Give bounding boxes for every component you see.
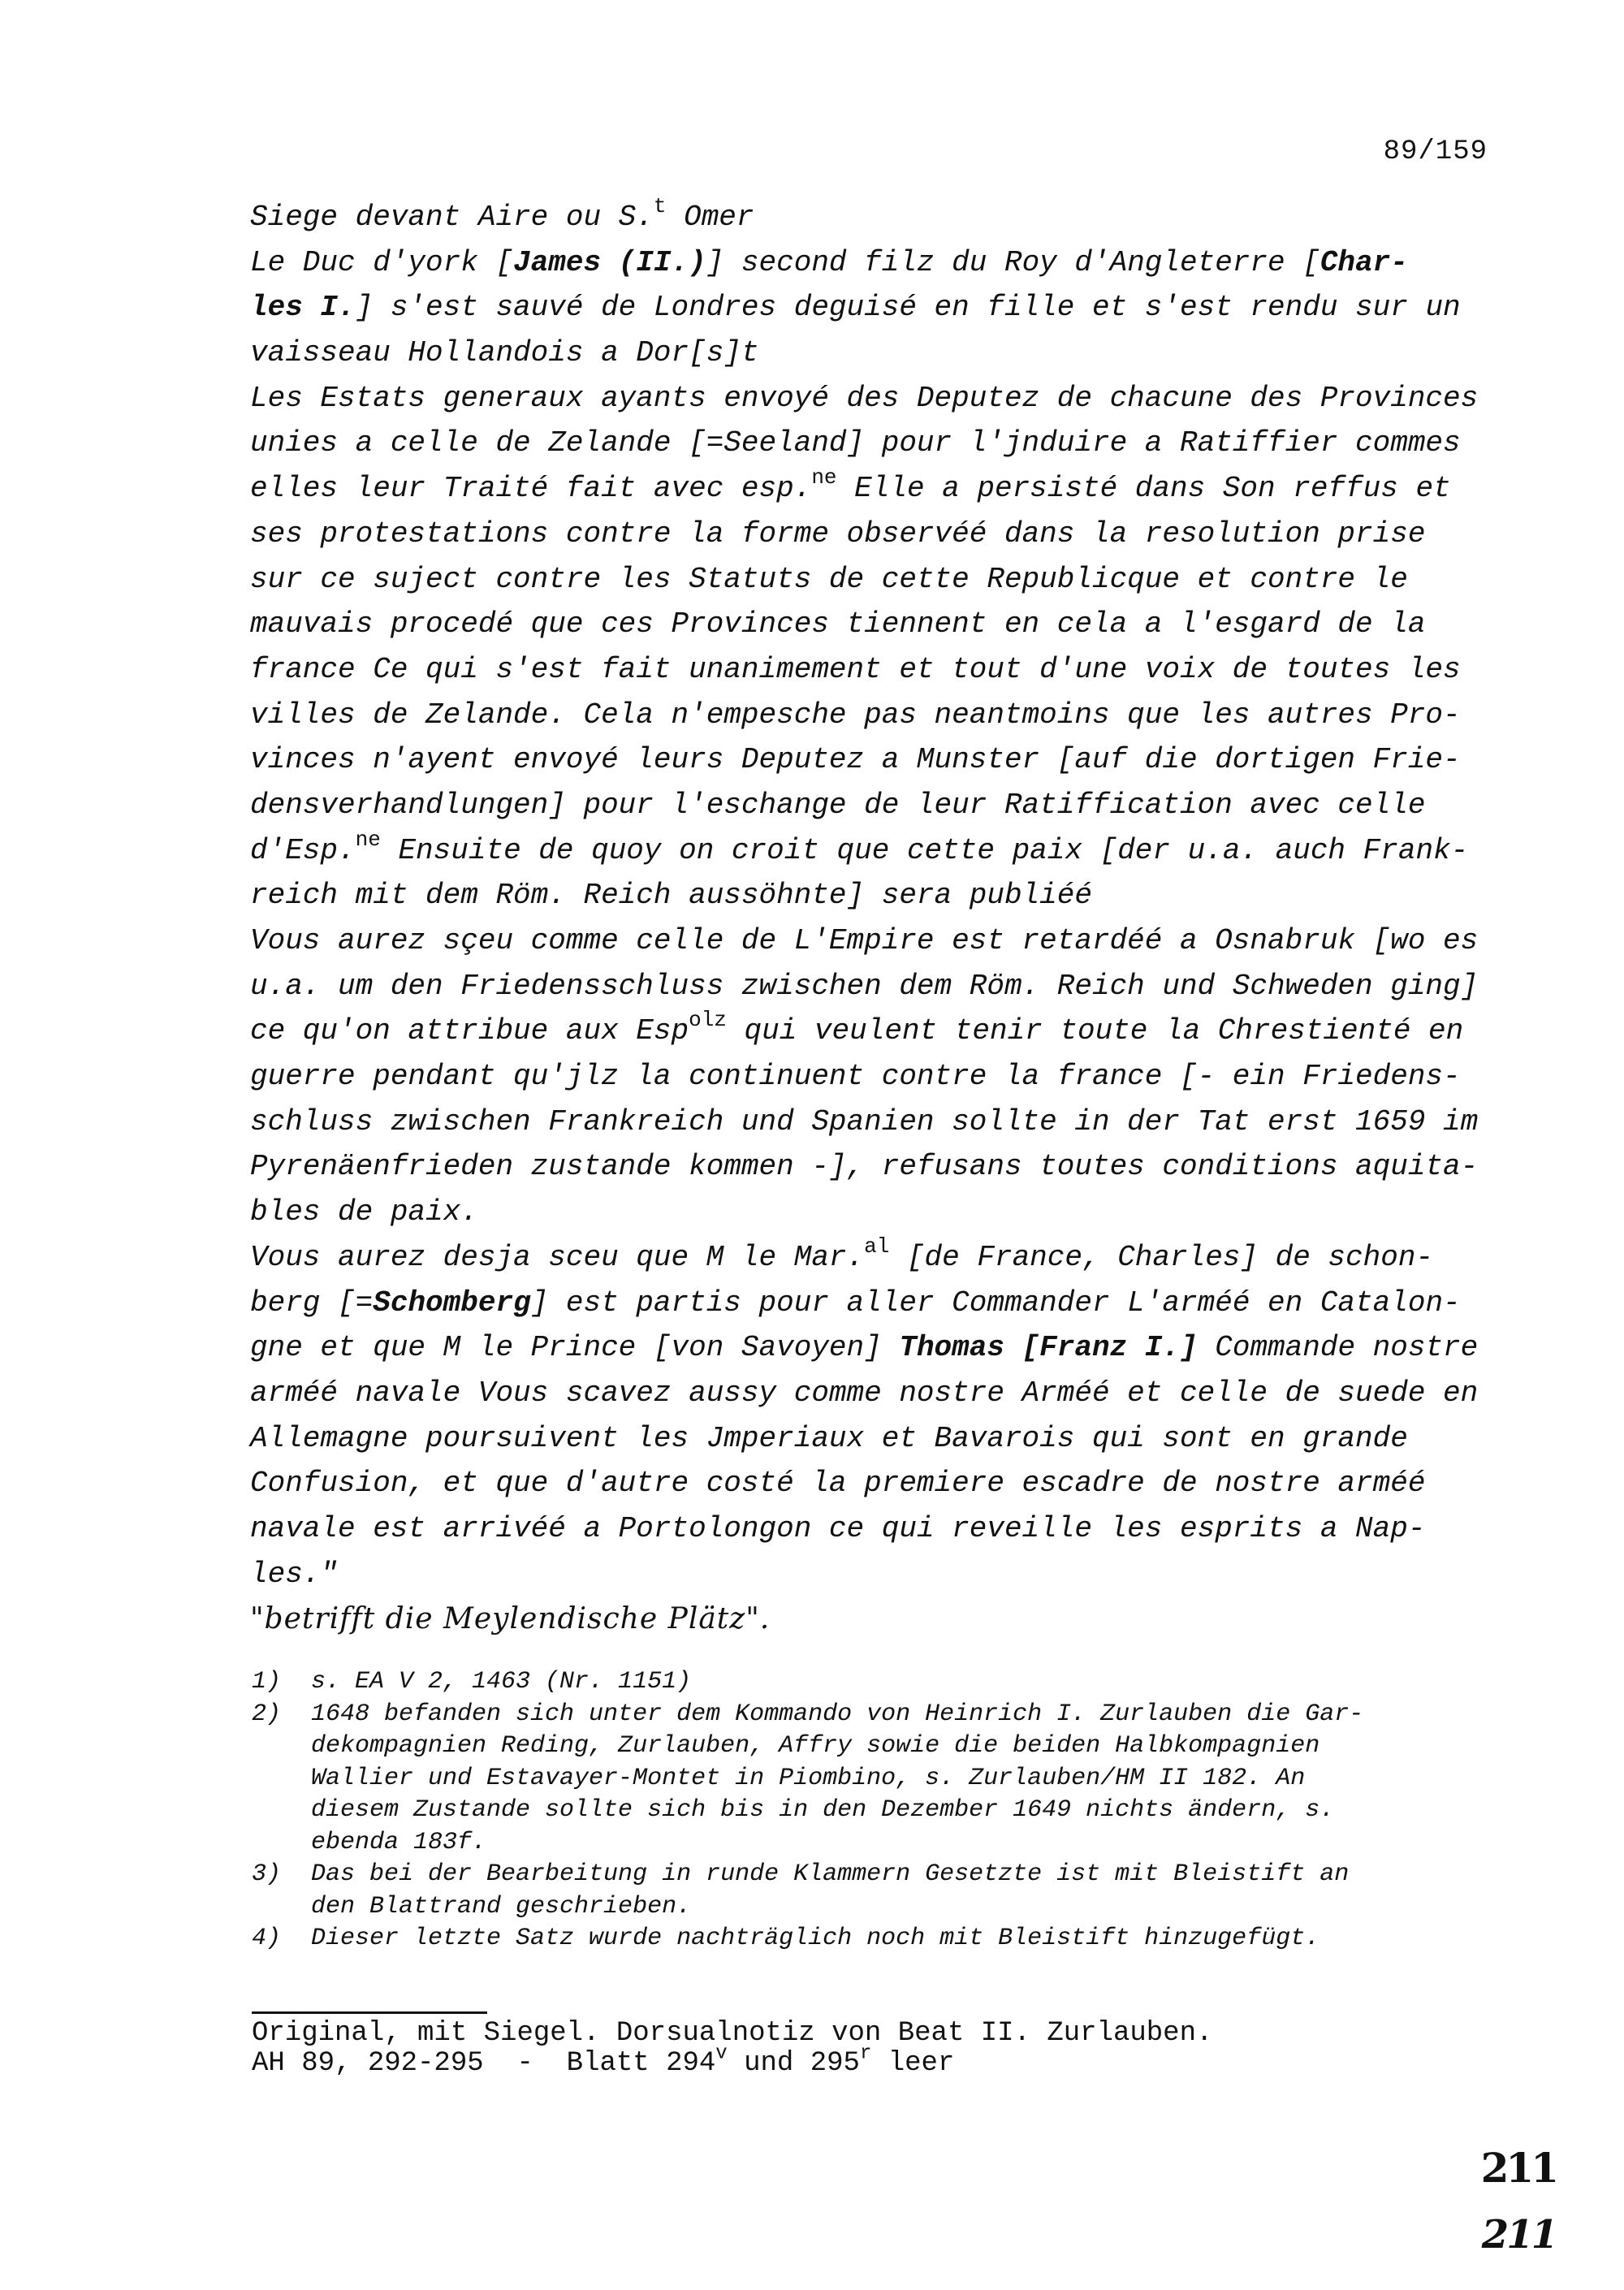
body-line: ses protestations contre la forme observéé dans la resolution prise bbox=[250, 516, 1426, 551]
body-line: berg [=Schomberg] est partis pour aller Commander L'arméé en Catalon- bbox=[250, 1285, 1461, 1320]
footnote-text: s. EA V 2, 1463 (Nr. 1151) bbox=[311, 1668, 692, 1696]
handwritten-note-line: "betrifft die Meylendische Plätz". bbox=[250, 1602, 771, 1636]
body-line: vinces n'ayent envoyé leurs Deputez a Munster [auf die dortigen Frie- bbox=[250, 743, 1461, 777]
footnote-number: 2) bbox=[252, 1700, 282, 1728]
body-line: Allemagne poursuivent les Jmperiaux et Bavarois qui sont en grande bbox=[250, 1421, 1408, 1455]
footnote-text: 1648 befanden sich unter dem Kommando von Heinrich I. Zurlauben die Gar- dekompagnien Reding, Zurlauben, Affry sowie die beiden Halbkompagnien Wallier und Estavayer-Montet in Piombino, s. Zurlauben/HM II 182. An diesem Zustande sollte sich bis in den Dezember 1649 nichts ändern, s. ebenda 183f. bbox=[311, 1700, 1364, 1856]
footnote-separator bbox=[252, 2011, 487, 2014]
body-line: villes de Zelande. Cela n'empesche pas neantmoins que les autres Pro- bbox=[250, 698, 1461, 732]
footnote-text: Das bei der Bearbeitung in runde Klammern Gesetzte ist mit Bleistift an den Blattrand geschrieben. bbox=[311, 1860, 1350, 1921]
body-line: densverhandlungen] pour l'eschange de leur Ratiffication avec celle bbox=[250, 788, 1426, 822]
body-line: unies a celle de Zelande [=Seeland] pour l'jnduire a Ratiffier commes bbox=[250, 426, 1461, 460]
source-line: AH 89, 292-295 - Blatt 294$^v$ und 295$^r$ leer bbox=[252, 2042, 955, 2079]
footnote bbox=[252, 1666, 1502, 1699]
body-line: arméé navale Vous scavez aussy comme nostre Arméé et celle de suede en bbox=[250, 1376, 1479, 1410]
body-line: les I.] s'est sauvé de Londres deguisé en fille et s'est rendu sur un bbox=[250, 291, 1461, 325]
body-line: Le Duc d'york [James (II.)] second filz du Roy d'Angleterre [Char- bbox=[250, 245, 1408, 279]
editorial-name: Schomberg bbox=[373, 1285, 531, 1320]
body-line: d'Esp.$^{ne}$ Ensuite de quoy on croit que cette paix [der u.a. auch Frank- bbox=[250, 827, 1469, 867]
body-line: mauvais procedé que ces Provinces tiennent en cela a l'esgard de la bbox=[250, 607, 1426, 642]
footnote-text: Dieser letzte Satz wurde nachträglich noch mit Bleistift hinzugefügt. bbox=[311, 1925, 1320, 1952]
body-line: ce qu'on attribue aux Esp$^{olz}$ qui veulent tenir toute la Chrestienté en bbox=[250, 1008, 1464, 1048]
body-line: bles de paix. bbox=[250, 1195, 478, 1229]
archive-stamp-number: 211 bbox=[1480, 2144, 1556, 2192]
page-number: 89/159 bbox=[1383, 136, 1488, 167]
body-line: Vous aurez sçeu comme celle de L'Empire est retardéé a Osnabruk [wo es bbox=[250, 924, 1479, 957]
body-line: les." bbox=[250, 1557, 339, 1591]
body-line: gne et que M le Prince [von Savoyen] Thomas [Franz I.] Commande nostre bbox=[250, 1331, 1479, 1365]
body-line: Pyrenäenfrieden zustande kommen -], refusans toutes conditions aquita- bbox=[250, 1150, 1479, 1184]
body-line: sur ce suject contre les Statuts de cette Republicque et contre le bbox=[250, 562, 1408, 596]
editorial-name: Char- bbox=[1320, 245, 1408, 279]
editorial-name: Thomas [Franz I.] bbox=[899, 1331, 1198, 1365]
editorial-name: les I. bbox=[250, 291, 356, 325]
editorial-name: James (II.) bbox=[513, 245, 706, 279]
footnote bbox=[252, 1699, 1502, 1860]
body-line: Siege devant Aire ou S.$^t$ Omer bbox=[250, 193, 754, 234]
source-note bbox=[252, 2019, 1502, 2079]
body-line: france Ce qui s'est fait unanimement et tout d'une voix de toutes les bbox=[250, 652, 1461, 686]
footnote-number: 1) bbox=[252, 1668, 282, 1696]
body-line: elles leur Traité fait avec esp.$^{ne}$ Elle a persisté dans Son reffus et bbox=[250, 465, 1451, 506]
footnotes bbox=[252, 1666, 1502, 1955]
body-line: Confusion, et que d'autre costé la premiere escadre de nostre arméé bbox=[250, 1467, 1426, 1501]
letter-body bbox=[250, 195, 1501, 1642]
body-line: navale est arrivéé a Portolongon ce qui reveille les esprits a Nap- bbox=[250, 1511, 1426, 1545]
body-line: vaisseau Hollandois a Dor[s]t bbox=[250, 336, 759, 370]
footnote bbox=[252, 1923, 1502, 1955]
body-line: schluss zwischen Frankreich und Spanien sollte in der Tat erst 1659 im bbox=[250, 1104, 1479, 1139]
footnote bbox=[252, 1859, 1502, 1923]
footnote-number: 4) bbox=[252, 1925, 282, 1952]
footnote-number: 3) bbox=[252, 1860, 282, 1888]
body-line: Les Estats generaux ayants envoyé des Deputez de chacune des Provinces bbox=[250, 381, 1479, 415]
source-line: Original, mit Siegel. Dorsualnotiz von Beat II. Zurlauben. bbox=[252, 2018, 1213, 2049]
body-line: guerre pendant qu'jlz la continuent contre la france [- ein Friedens- bbox=[250, 1060, 1461, 1094]
body-line: u.a. um den Friedensschluss zwischen dem Röm. Reich und Schweden ging] bbox=[250, 969, 1479, 1003]
body-line: Vous aurez desja sceu que M le Mar.$^{al}$ [de France, Charles] de schon- bbox=[250, 1234, 1434, 1274]
body-line: reich mit dem Röm. Reich aussöhnte] sera publiéé bbox=[250, 879, 1092, 913]
archive-handwritten-number: 211 bbox=[1481, 2212, 1556, 2258]
